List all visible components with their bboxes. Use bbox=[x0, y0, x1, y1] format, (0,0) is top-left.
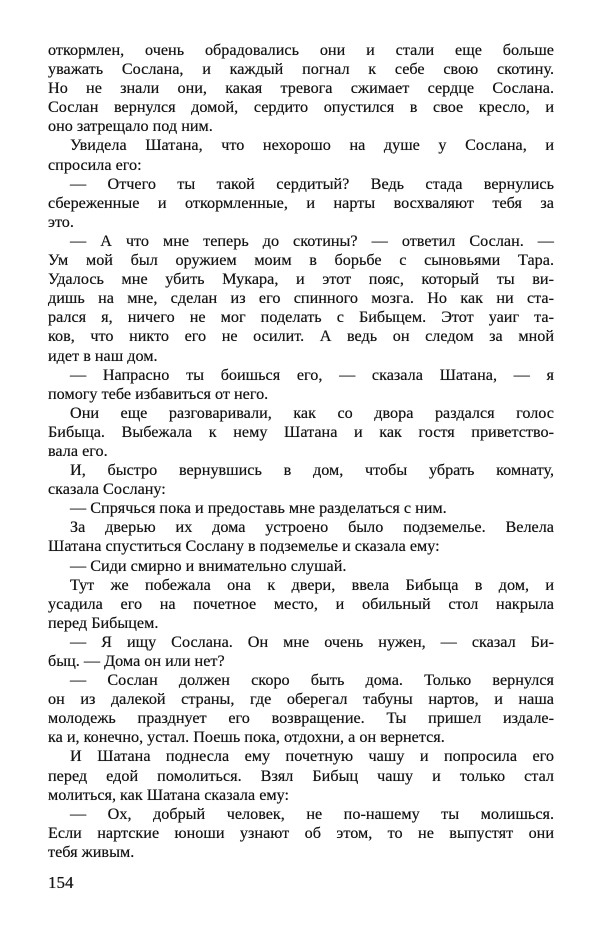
text-line: Если нартские юноши узнают об этом, то не выпустят они bbox=[48, 823, 554, 842]
text-line: ков, что никто его не осилит. А ведь он следом за мной bbox=[48, 327, 554, 346]
page-body-text bbox=[48, 41, 554, 862]
text-line: — Спрячься пока и предоставь мне разделаться с ним. bbox=[70, 499, 447, 518]
paragraph bbox=[48, 232, 554, 366]
page-number: 154 bbox=[48, 873, 74, 892]
text-line: Сослан вернулся домой, сердито опустился в свое кресло, и bbox=[48, 98, 554, 117]
text-line: Увидела Шатана, что нехорошо на душе у Сослана, и bbox=[70, 136, 554, 155]
text-line: Шатана спуститься Сослану в подземелье и сказала ему: bbox=[48, 537, 440, 556]
text-line: — Я ищу Сослана. Он мне очень нужен, — сказал Би- bbox=[70, 632, 554, 651]
text-line: вала его. bbox=[48, 441, 108, 460]
text-line: сбереженные и откормленные, и нарты восхваляют тебя за bbox=[48, 193, 554, 212]
paragraph bbox=[48, 557, 554, 576]
paragraph bbox=[48, 136, 554, 174]
text-line: это. bbox=[48, 212, 74, 231]
text-line: перед едой помолиться. Взял Бибыц чашу и только стал bbox=[48, 766, 554, 785]
paragraph bbox=[48, 576, 554, 633]
text-line: Тут же побежала она к двери, ввела Бибыца в дом, и bbox=[70, 575, 554, 594]
text-line: откормлен, очень обрадовались они и стали еще больше bbox=[48, 41, 554, 59]
text-line: помогу тебе избавиться от него. bbox=[48, 384, 269, 403]
text-line: молиться, как Шатана сказала ему: bbox=[48, 785, 290, 804]
text-line: быц. — Дома он или нет? bbox=[48, 652, 225, 670]
text-line: — Отчего ты такой сердитый? Ведь стада вернулись bbox=[70, 174, 554, 193]
text-line: И, быстро вернувшись в дом, чтобы убрать комнату, bbox=[70, 461, 554, 480]
text-line: Удалось мне убить Мукара, и этот пояс, который ты ви- bbox=[48, 270, 554, 289]
text-line: — Напрасно ты боишься его, — сказала Шатана, — я bbox=[70, 365, 554, 384]
text-line: ка и, конечно, устал. Поешь пока, отдохни, а он вернется. bbox=[48, 728, 445, 747]
text-line: молодежь празднует его возвращение. Ты пришел издале- bbox=[48, 709, 554, 728]
text-line: рался я, ничего не мог поделать с Бибыцем. Этот уаиг та- bbox=[48, 308, 554, 327]
paragraph bbox=[48, 499, 554, 518]
paragraph bbox=[48, 747, 554, 804]
text-line: Ум мой был оружием моим в борьбе с сыновьями Тара. bbox=[48, 251, 554, 270]
paragraph bbox=[48, 518, 554, 556]
text-line: спросила его: bbox=[48, 155, 142, 174]
text-line: тебя живым. bbox=[48, 842, 135, 861]
paragraph bbox=[48, 461, 554, 499]
text-line: Бибыца. Выбежала к нему Шатана и как гостя приветство- bbox=[48, 422, 554, 441]
paragraph bbox=[48, 175, 554, 232]
text-line: дишь на мне, сделан из его спинного мозга. Но как ни ста- bbox=[48, 289, 554, 308]
text-line: За дверью их дома устроено было подземелье. Велела bbox=[70, 518, 554, 537]
paragraph bbox=[48, 671, 554, 747]
text-line: усадила его на почетное место, и обильный стол накрыла bbox=[48, 594, 554, 613]
text-line: — Сиди смирно и внимательно слушай. bbox=[70, 556, 347, 575]
paragraph bbox=[48, 41, 554, 136]
text-line: — А что мне теперь до скотины? — ответил Сослан. — bbox=[70, 231, 554, 250]
text-line: — Сослан должен скоро быть дома. Только вернулся bbox=[70, 671, 554, 690]
paragraph bbox=[48, 366, 554, 404]
text-line: сказала Сослану: bbox=[48, 480, 166, 499]
text-line: он из далекой страны, где оберегал табуны нартов, и наша bbox=[48, 690, 554, 709]
text-line: уважать Сослана, и каждый погнал к себе свою скотину. bbox=[48, 60, 554, 79]
text-line: — Ох, добрый человек, не по-нашему ты молишься. bbox=[70, 804, 554, 823]
paragraph bbox=[48, 404, 554, 461]
paragraph bbox=[48, 633, 554, 671]
text-line: оно затрещало под ним. bbox=[48, 117, 213, 136]
text-line: Они еще разговаривали, как со двора раздался голос bbox=[70, 403, 554, 422]
text-line: идет в наш дом. bbox=[48, 346, 158, 365]
text-line: перед Бибыцем. bbox=[48, 613, 159, 632]
text-line: Но не знали они, какая тревога сжимает сердце Сослана. bbox=[48, 79, 554, 98]
paragraph bbox=[48, 805, 554, 862]
text-line: И Шатана поднесла ему почетную чашу и попросила его bbox=[70, 747, 554, 766]
